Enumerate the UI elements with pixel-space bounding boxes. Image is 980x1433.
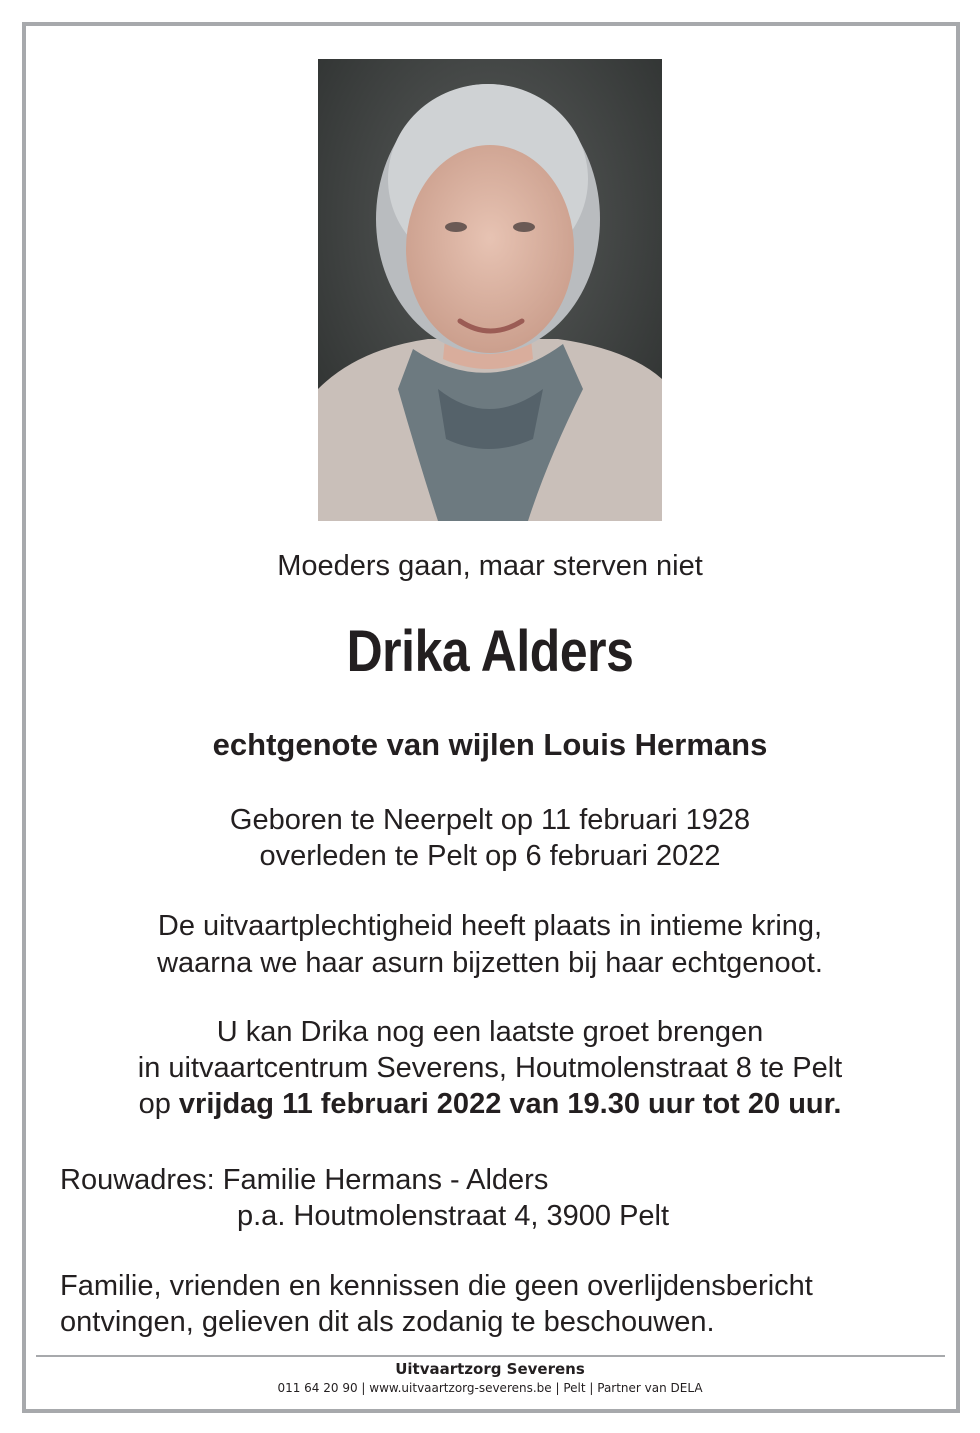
address-line: p.a. Houtmolenstraat 4, 3900 Pelt <box>237 1200 670 1232</box>
visit-time-line <box>26 1086 954 1122</box>
funeral-home-contact: 011 64 20 90 | www.uitvaartzorg-severens.be | Pelt | Partner van DELA <box>277 1381 703 1395</box>
birth-death-dates <box>26 802 954 874</box>
spouse-line: echtgenote van wijlen Louis Hermans <box>212 727 768 762</box>
visit-datetime: vrijdag 11 februari 2022 van 19.30 uur tot 20 uur. <box>178 1088 842 1120</box>
mourning-address <box>60 1162 669 1234</box>
notice-line: ontvingen, gelieven dit als zodanig te beschouwen. <box>60 1306 715 1338</box>
address-line: Rouwadres: Familie Hermans - Alders <box>60 1164 549 1196</box>
ceremony-line: waarna we haar asurn bijzetten bij haar echtgenoot. <box>157 947 823 979</box>
visit-prefix: op <box>138 1088 179 1120</box>
ceremony-info <box>26 908 954 982</box>
footer-divider <box>36 1355 945 1357</box>
visit-line: in uitvaartcentrum Severens, Houtmolenstraat 8 te Pelt <box>137 1052 843 1084</box>
deceased-name: Drika Alders <box>346 619 634 684</box>
portrait-photo <box>318 59 662 521</box>
visit-line: U kan Drika nog een laatste groet brengen <box>216 1016 764 1048</box>
notice-line: Familie, vrienden en kennissen die geen overlijdensbericht <box>60 1270 813 1302</box>
motto: Moeders gaan, maar sterven niet <box>277 550 703 582</box>
death-line: overleden te Pelt op 6 februari 2022 <box>259 840 721 872</box>
birth-line: Geboren te Neerpelt op 11 februari 1928 <box>229 804 751 836</box>
notice <box>60 1268 920 1340</box>
visitation-info <box>26 1014 954 1122</box>
funeral-home-name: Uitvaartzorg Severens <box>395 1360 585 1378</box>
ceremony-line: De uitvaartplechtigheid heeft plaats in intieme kring, <box>157 910 823 942</box>
